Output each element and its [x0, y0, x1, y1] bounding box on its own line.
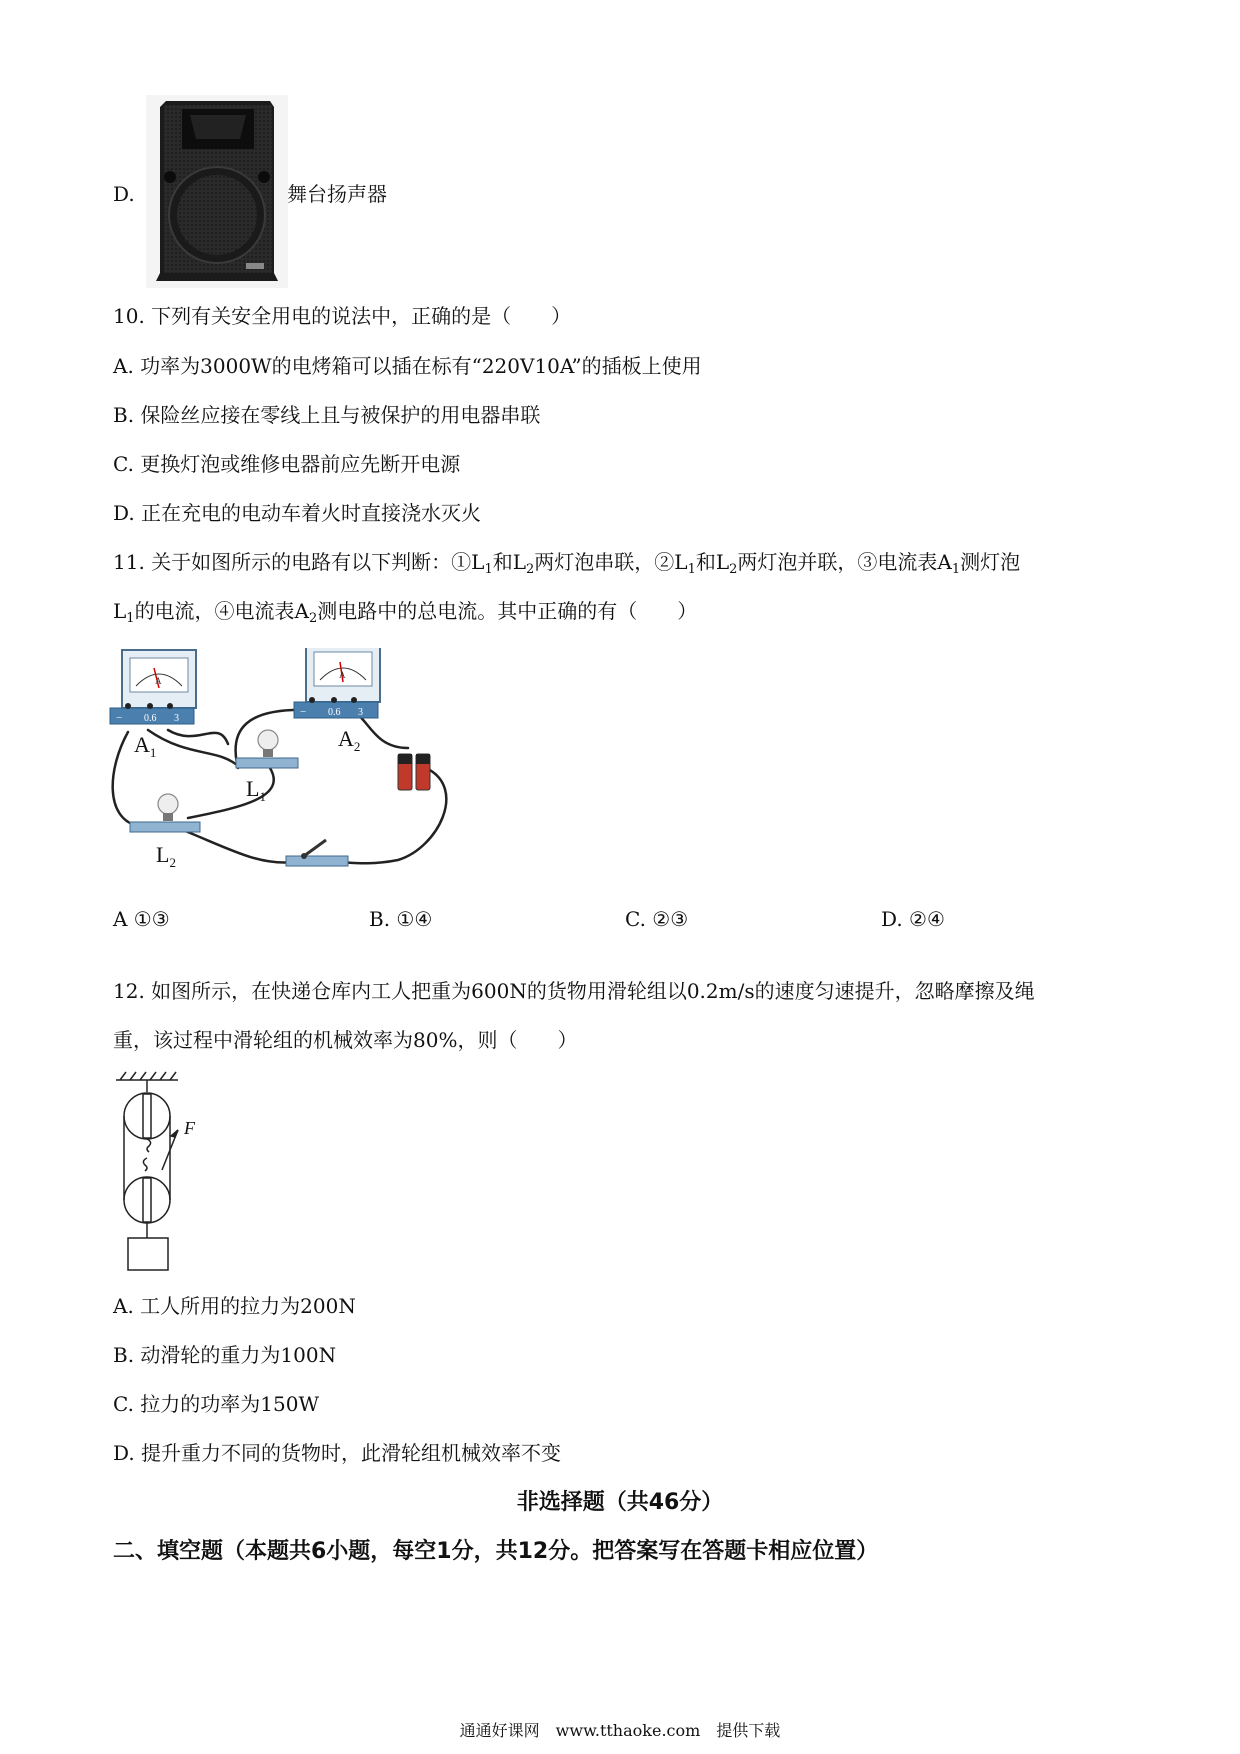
lamp-l2 — [130, 794, 200, 832]
option-d-text: 舞台扬声器 — [287, 182, 387, 206]
stage-speaker-icon — [146, 95, 288, 288]
q12-option-d: D. 提升重力不同的货物时，此滑轮组机械效率不变 — [113, 1441, 562, 1465]
svg-text:A: A — [155, 676, 162, 686]
question-11-stem-line2: $L_1$的电流，④电流表$A_2$测电路中的总电流。其中正确的有（ ） — [113, 599, 698, 626]
pulley-figure — [112, 1070, 222, 1292]
q12-option-b: B. 动滑轮的重力为100N — [113, 1343, 337, 1367]
label-a2: $A_2$ — [338, 726, 361, 754]
option-d-letter: D. — [113, 182, 135, 206]
section-title: 非选择题（共46分） — [516, 1490, 724, 1515]
lamp-l1 — [236, 730, 298, 768]
svg-text:−: − — [300, 706, 307, 718]
svg-text:3: 3 — [358, 707, 363, 718]
q10-option-d: D. 正在充电的电动车着火时直接浇水灭火 — [113, 501, 482, 525]
svg-text:0.6: 0.6 — [144, 713, 157, 724]
q11-option-b: B. ①④ — [369, 907, 433, 931]
switch — [286, 840, 348, 866]
section-heading: 二、填空题（本题共6小题，每空1分，共12分。把答案写在答题卡相应位置） — [113, 1539, 879, 1564]
svg-text:3: 3 — [174, 713, 179, 724]
q12-option-c: C. 拉力的功率为150W — [113, 1392, 320, 1416]
q11-option-a: A ①③ — [113, 907, 170, 931]
q11-option-d: D. ②④ — [881, 907, 945, 931]
q11-option-c: C. ②③ — [625, 907, 689, 931]
force-label: F — [184, 1118, 195, 1138]
label-l1: $L_1$ — [246, 776, 266, 804]
label-a1: $A_1$ — [134, 732, 157, 760]
svg-text:−: − — [116, 712, 123, 724]
q10-option-b: B. 保险丝应接在零线上且与被保护的用电器串联 — [113, 403, 541, 427]
circuit-figure — [108, 648, 458, 884]
ammeter-a1 — [110, 650, 196, 724]
q12-option-a: A. 工人所用的拉力为200N — [113, 1294, 356, 1318]
question-10-stem: 10. 下列有关安全用电的说法中，正确的是（ ） — [113, 304, 572, 328]
label-l2: $L_2$ — [156, 842, 176, 870]
battery-pack — [398, 754, 430, 790]
svg-text:0.6: 0.6 — [328, 707, 341, 718]
question-12-stem: 12. 如图所示，在快递仓库内工人把重为600N的货物用滑轮组以0.2m/s的速度匀速提升，忽略摩擦及绳 — [113, 979, 1035, 1003]
question-11-stem: 11. 关于如图所示的电路有以下判断：$①L_1$和$L_2$两灯泡串联，$②L_1$和$L_2$两灯泡并联，③电流表$A_1$测灯泡 — [113, 550, 1021, 577]
question-12-stem-line2: 重，该过程中滑轮组的机械效率为80%，则（ ） — [113, 1028, 578, 1052]
q10-option-a: A. 功率为3000W的电烤箱可以插在标有“220V10A”的插板上使用 — [113, 354, 702, 378]
q10-option-c: C. 更换灯泡或维修电器前应先断开电源 — [113, 452, 461, 476]
ammeter-a2 — [294, 648, 380, 718]
svg-text:A: A — [339, 670, 346, 680]
page-footer: 通通好课网 www.tthaoke.com 提供下载 — [459, 1721, 781, 1740]
